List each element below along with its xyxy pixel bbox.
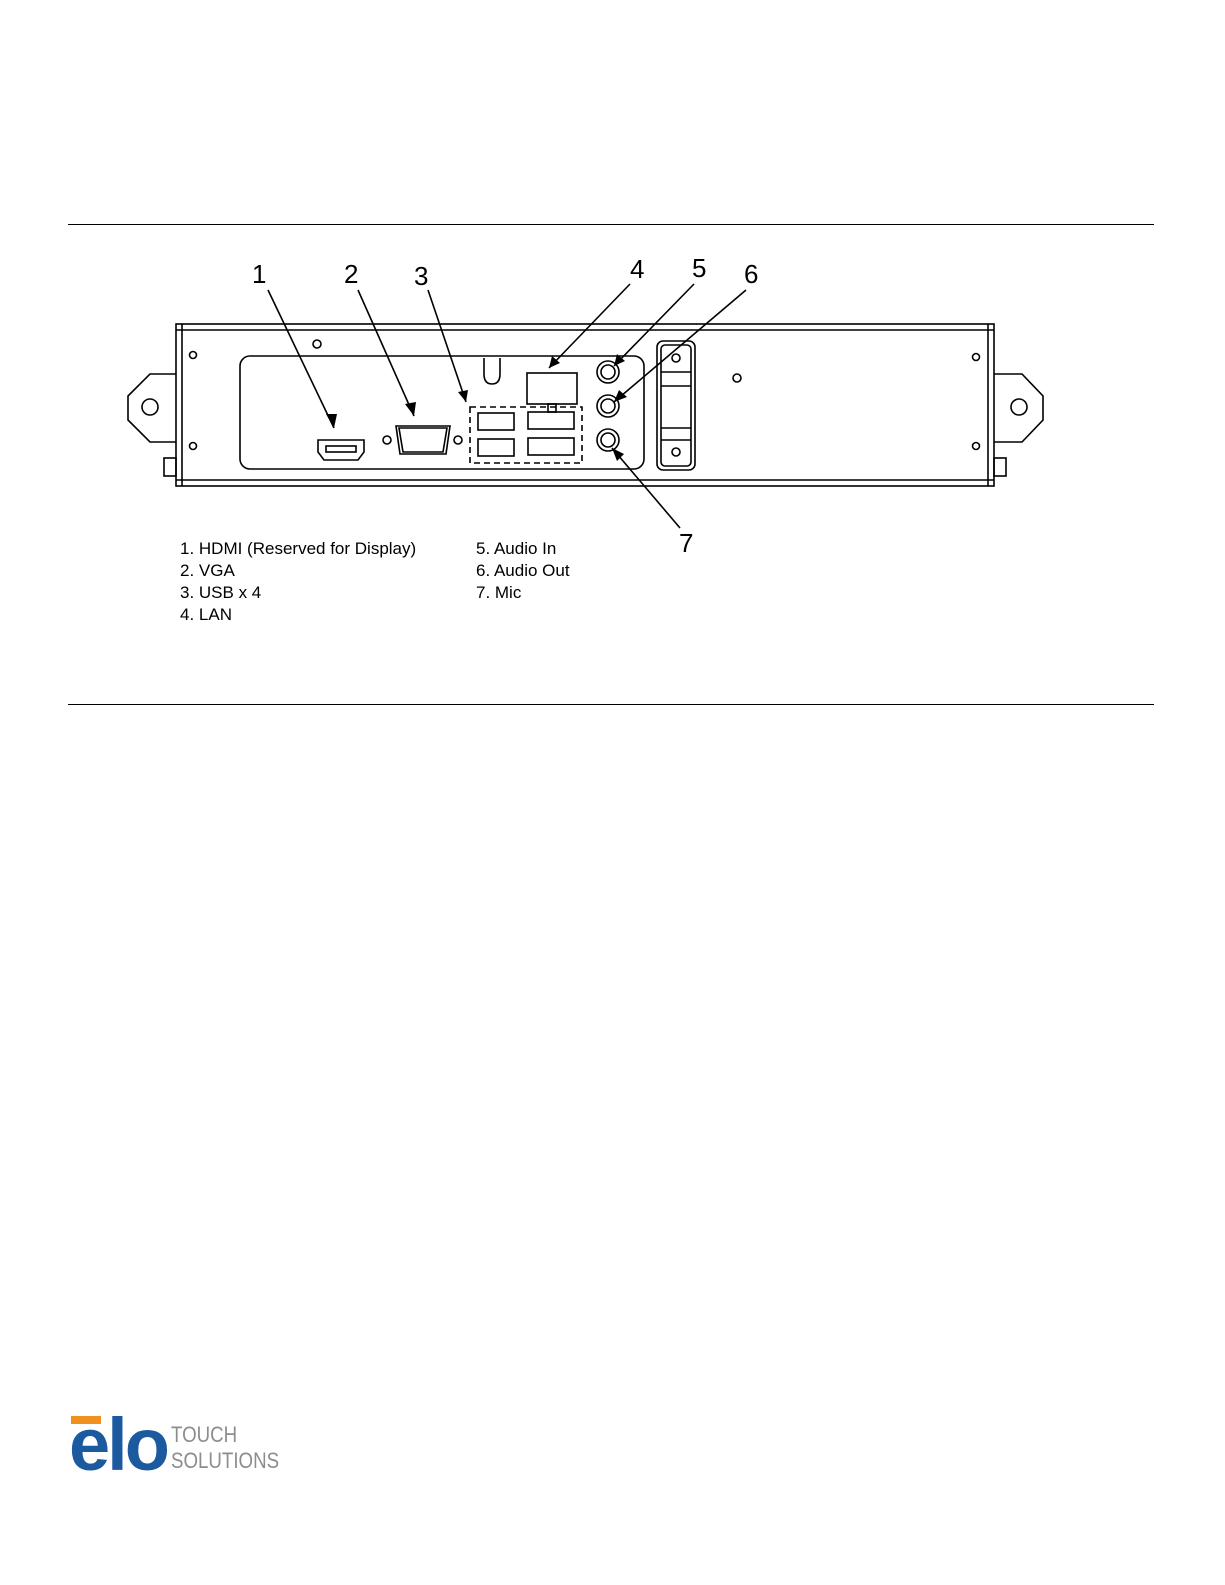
callout-4: 4 — [630, 254, 645, 284]
callout-7: 7 — [679, 528, 694, 558]
leader-line-2 — [358, 290, 414, 416]
legend-left — [180, 538, 416, 626]
usb-port — [478, 413, 514, 430]
legend-item: 6. Audio Out — [476, 561, 570, 580]
callout-1: 1 — [252, 259, 267, 289]
usb-port — [528, 438, 574, 455]
logo-tagline-touch: TOUCH — [171, 1422, 238, 1447]
legend-right — [476, 538, 570, 604]
callout-5: 5 — [692, 253, 707, 283]
lan-port — [527, 373, 577, 404]
legend-item: 4. LAN — [180, 605, 232, 624]
legend-item: 3. USB x 4 — [180, 583, 262, 602]
legend-item: 7. Mic — [476, 583, 522, 602]
callout-6: 6 — [744, 259, 759, 289]
right-mounting-ear — [994, 374, 1043, 442]
leader-line-3 — [428, 290, 466, 402]
elo-touch-solutions-logo — [69, 1403, 280, 1491]
left-mounting-ear — [128, 374, 176, 442]
leader-line-7 — [612, 448, 680, 528]
legend-item: 5. Audio In — [476, 539, 557, 558]
logo-tagline-solutions: SOLUTIONS — [171, 1448, 280, 1473]
legend-item: 1. HDMI (Reserved for Display) — [180, 539, 417, 558]
leader-line-5 — [614, 284, 694, 366]
hdmi-port — [318, 440, 364, 460]
usb-port — [478, 439, 514, 456]
callout-2: 2 — [344, 259, 359, 289]
chassis-outline — [176, 324, 994, 486]
vga-port — [396, 426, 450, 454]
callout-3: 3 — [414, 261, 429, 291]
logo-wordmark: elo — [69, 1403, 167, 1486]
leader-line-1 — [268, 290, 334, 428]
usb-port — [528, 412, 574, 429]
legend-item: 2. VGA — [180, 561, 235, 580]
